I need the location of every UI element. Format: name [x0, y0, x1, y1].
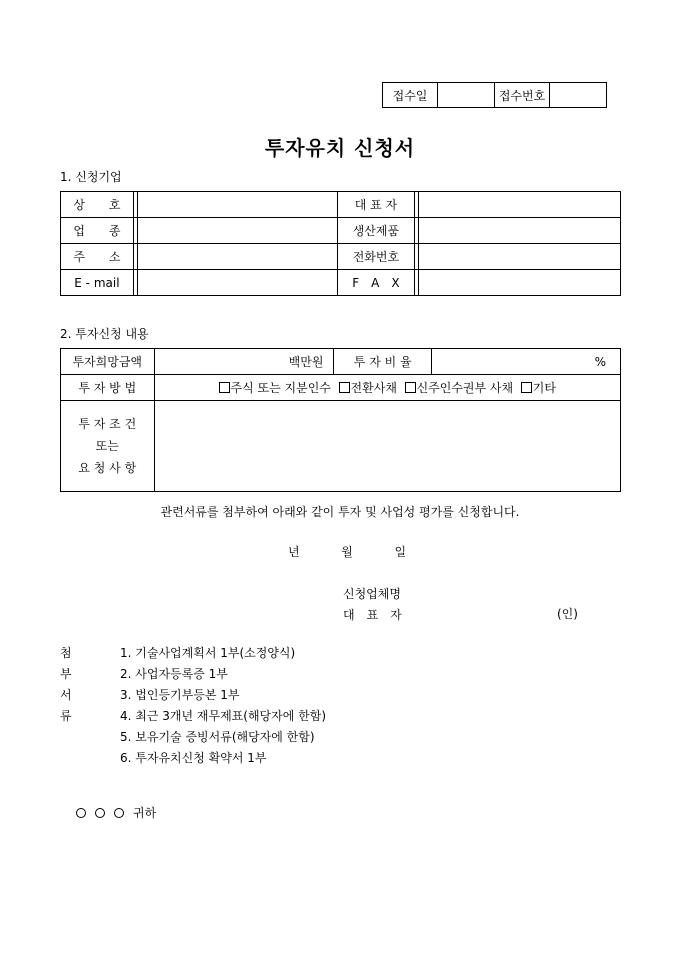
- representative-field[interactable]: [418, 192, 620, 218]
- address-label: 주 소: [61, 244, 134, 270]
- date-line: [288, 543, 406, 560]
- invest-section-heading: 2. 투자신청 내용: [60, 327, 149, 341]
- receipt-number-label: 접수번호: [495, 83, 550, 108]
- ratio-label: 투 자 비 율: [334, 349, 432, 375]
- receipt-date-label: 접수일: [383, 83, 438, 108]
- method-label: 투 자 방 법: [61, 375, 155, 401]
- invest-table: [60, 348, 621, 492]
- amount-label: 투자희망금액: [61, 349, 155, 375]
- list-item: 3. 법인등기부등본 1부: [120, 688, 240, 702]
- circle-icon: [114, 808, 124, 818]
- address-field[interactable]: [137, 244, 337, 270]
- list-item: 4. 최근 3개년 재무제표(해당자에 한함): [120, 709, 326, 723]
- email-label: E - mail: [61, 270, 134, 296]
- table-row: [61, 401, 621, 492]
- list-item: 6. 투자유치신청 확약서 1부: [120, 751, 267, 765]
- applicant-rep-label: 대 표 자: [343, 608, 402, 622]
- date-day: 일: [394, 545, 407, 559]
- company-table: [60, 191, 621, 296]
- conditions-field[interactable]: [154, 401, 621, 492]
- table-row: [61, 218, 621, 244]
- seal-mark: (인): [557, 607, 578, 621]
- circle-icon: [76, 808, 86, 818]
- email-field[interactable]: [137, 270, 337, 296]
- phone-label: 전화번호: [338, 244, 415, 270]
- amount-unit: 백만원: [288, 355, 324, 369]
- company-name-field[interactable]: [137, 192, 337, 218]
- receipt-number-field[interactable]: [550, 83, 607, 108]
- ratio-unit: %: [594, 354, 606, 369]
- amount-field[interactable]: [154, 349, 334, 375]
- table-row: [61, 349, 621, 375]
- representative-label: 대 표 자: [338, 192, 415, 218]
- ratio-field[interactable]: [431, 349, 620, 375]
- industry-label: 업 종: [61, 218, 134, 244]
- products-field[interactable]: [418, 218, 620, 244]
- circle-icon: [95, 808, 105, 818]
- application-statement: 관련서류를 첨부하여 아래와 같이 투자 및 사업성 평가를 신청합니다.: [160, 505, 520, 519]
- list-item: 2. 사업자등록증 1부: [120, 667, 228, 681]
- checkbox-icon[interactable]: [339, 382, 350, 393]
- fax-field[interactable]: [418, 270, 620, 296]
- table-row: [61, 270, 621, 296]
- table-row: [61, 244, 621, 270]
- industry-field[interactable]: [137, 218, 337, 244]
- company-section-heading: 1. 신청기업: [60, 170, 122, 184]
- table-row: [61, 375, 621, 401]
- checkbox-icon[interactable]: [219, 382, 230, 393]
- method-option-warrant[interactable]: 신주인수권부 사채: [405, 381, 514, 395]
- closing-text: 귀하: [133, 806, 157, 820]
- company-name-label: 상 호: [61, 192, 134, 218]
- date-month: 월: [341, 545, 353, 559]
- receipt-box: [382, 82, 607, 108]
- page-title: 투자유치 신청서: [264, 136, 416, 160]
- phone-field[interactable]: [418, 244, 620, 270]
- method-options: [154, 375, 621, 401]
- closing-line: [76, 804, 156, 821]
- list-item: 1. 기술사업계획서 1부(소정양식): [120, 646, 296, 660]
- fax-label: F A X: [338, 270, 415, 296]
- list-item: 5. 보유기술 증빙서류(해당자에 한함): [120, 730, 315, 744]
- conditions-label: 투 자 조 건 또는 요 청 사 항: [61, 401, 155, 492]
- checkbox-icon[interactable]: [521, 382, 532, 393]
- attachments-list: [120, 643, 326, 769]
- method-option-stock[interactable]: 주식 또는 지분인수: [219, 381, 331, 395]
- checkbox-icon[interactable]: [405, 382, 416, 393]
- receipt-date-field[interactable]: [438, 83, 495, 108]
- date-year: 년: [288, 545, 300, 559]
- table-row: [61, 192, 621, 218]
- products-label: 생산제품: [338, 218, 415, 244]
- applicant-block: [343, 584, 402, 626]
- method-option-other[interactable]: 기타: [521, 381, 556, 395]
- method-option-convertible[interactable]: 전환사채: [339, 381, 397, 395]
- attachments-heading: 첨부서류: [60, 646, 72, 723]
- applicant-company-label: 신청업체명: [343, 587, 401, 601]
